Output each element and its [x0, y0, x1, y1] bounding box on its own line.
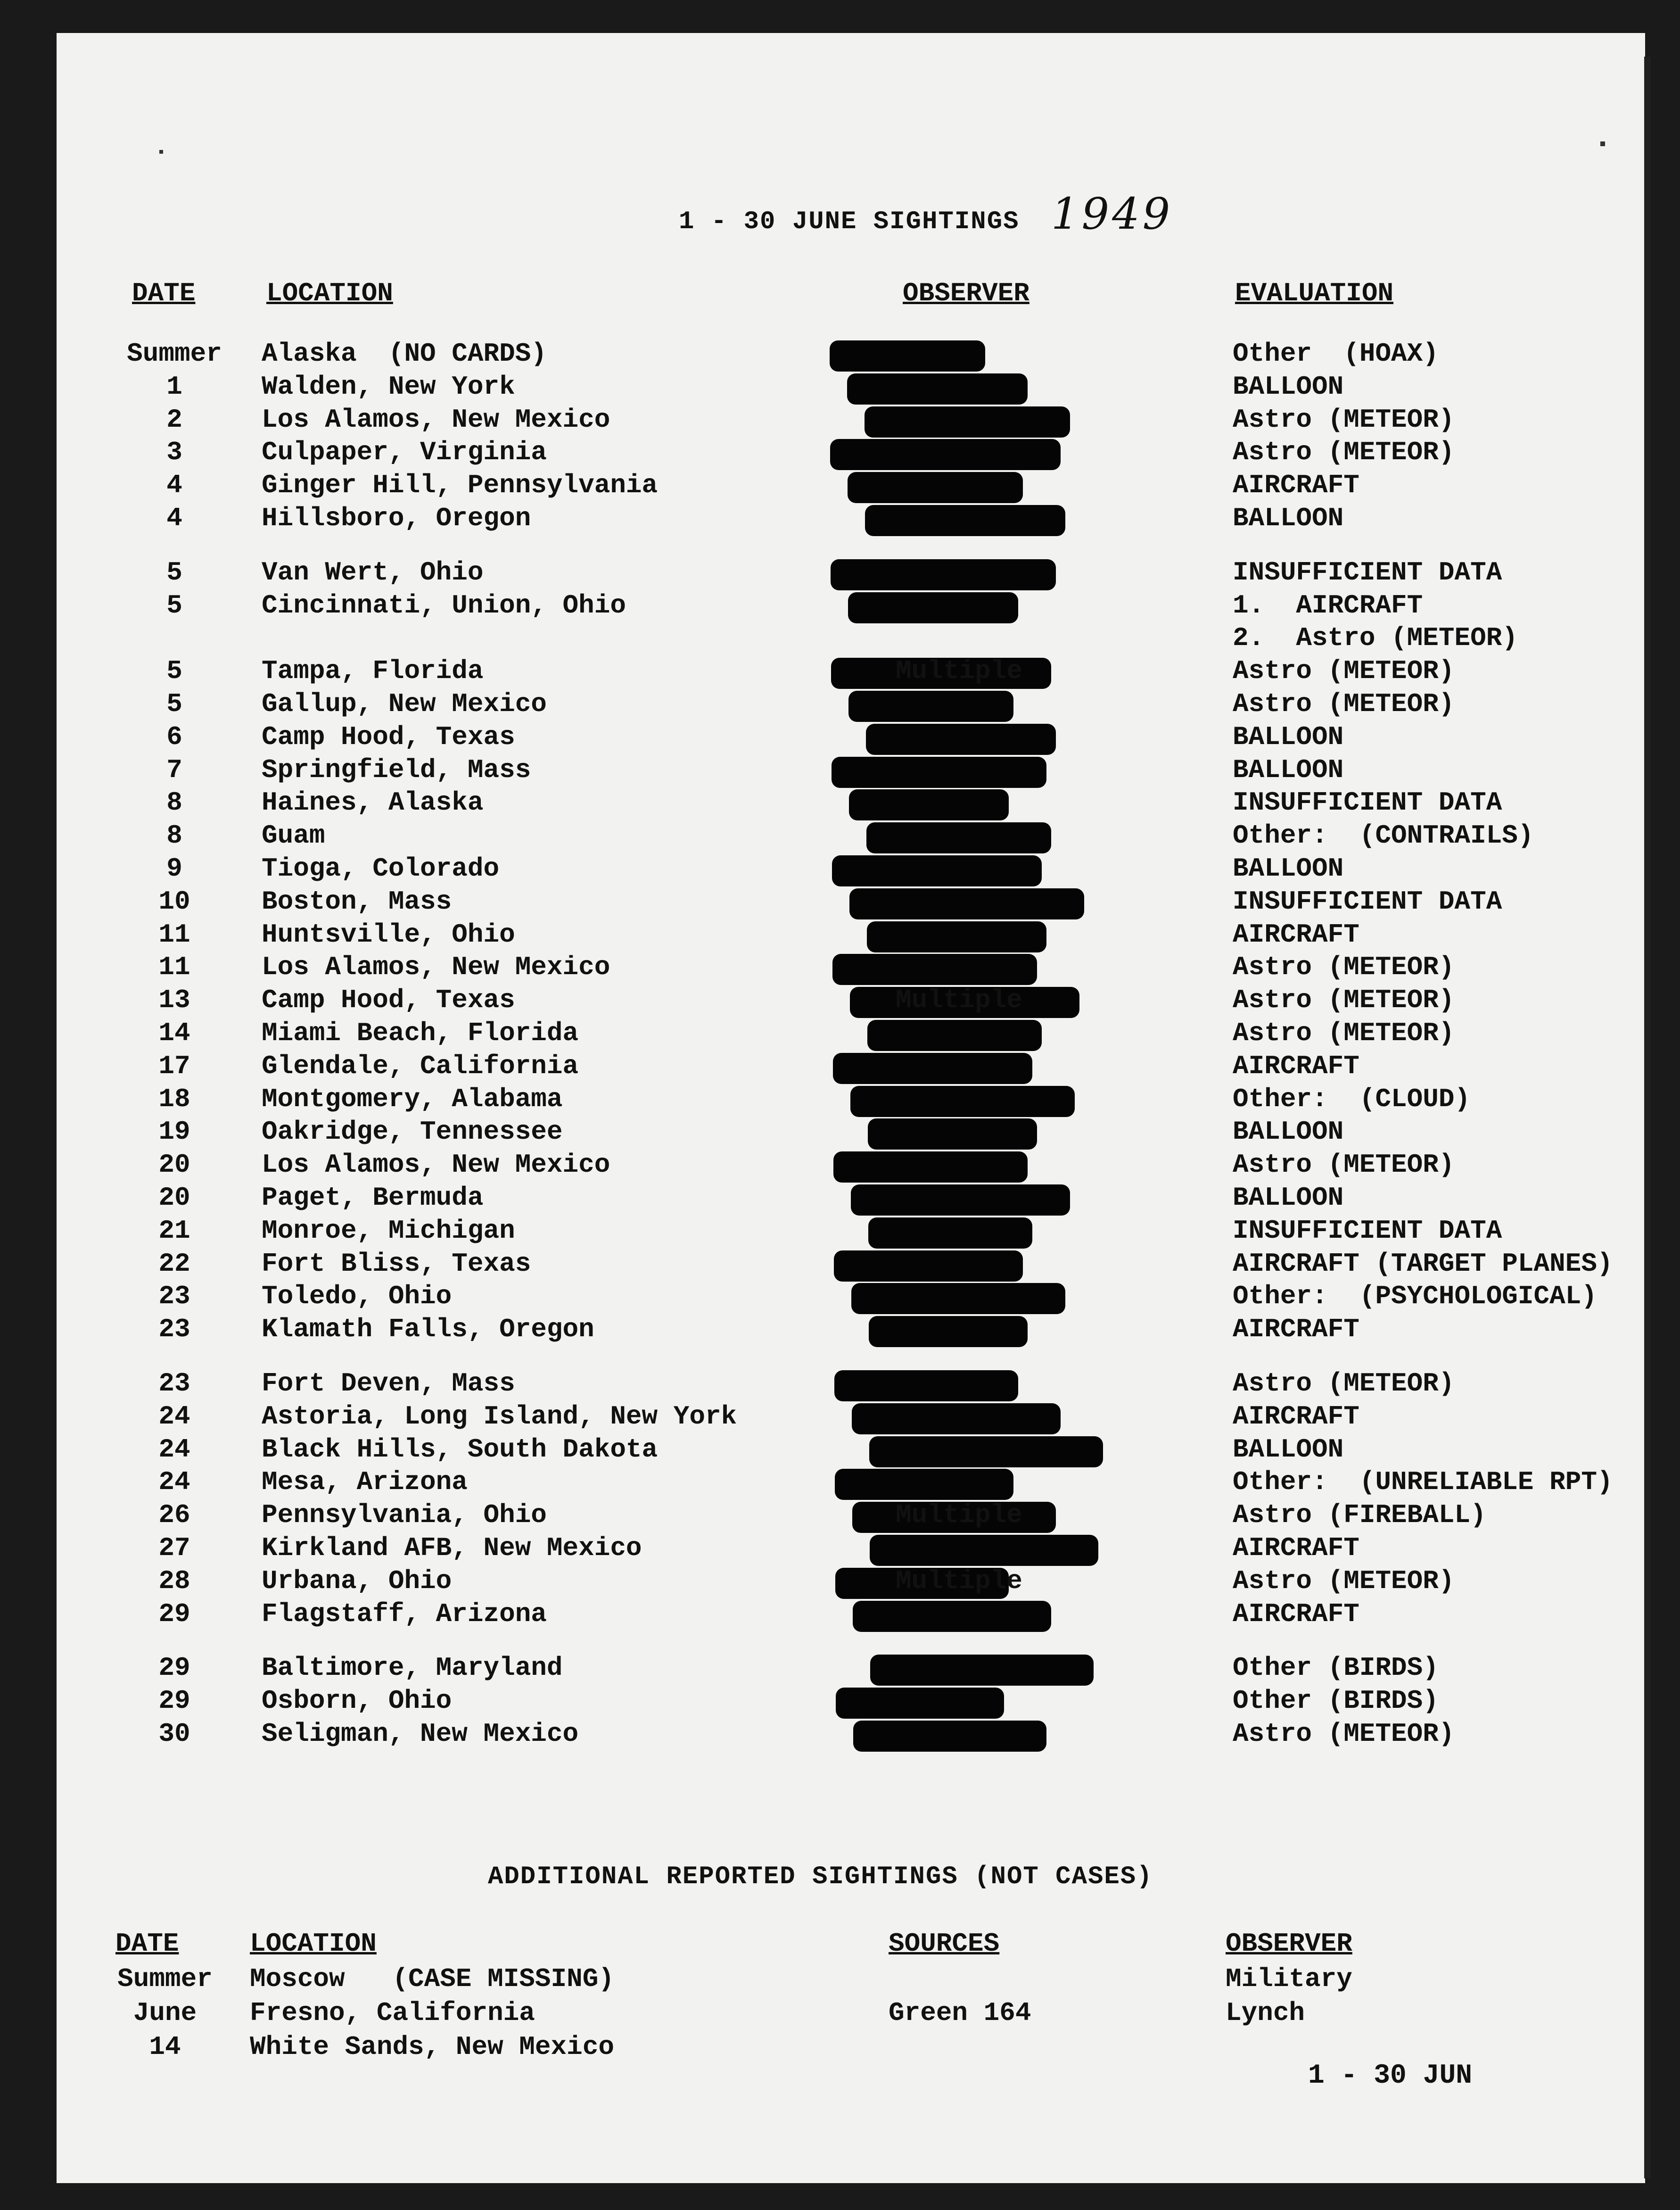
additional-header-observer: OBSERVER [1226, 1929, 1352, 1959]
date-cell: 1 [166, 371, 182, 402]
redaction-mark [849, 888, 1084, 919]
evaluation-cell: INSUFFICIENT DATA [1233, 787, 1502, 818]
evaluation-cell: Astro (METEOR) [1233, 985, 1455, 1016]
document-title: 1 - 30 JUNE SIGHTINGS [679, 207, 1020, 236]
date-cell: 8 [166, 820, 182, 851]
redaction-mark [867, 921, 1046, 952]
additional-header-location: LOCATION [250, 1929, 377, 1959]
redaction-mark [869, 1316, 1028, 1347]
location-cell: Osborn, Ohio [262, 1686, 452, 1716]
table-row [0, 1566, 1680, 1599]
evaluation-cell: Astro (METEOR) [1233, 1719, 1455, 1749]
date-cell: 14 [158, 1018, 190, 1048]
date-cell: 17 [158, 1051, 190, 1081]
date-cell: 6 [166, 721, 182, 752]
location-cell: Hillsboro, Oregon [262, 503, 531, 533]
location-cell: Paget, Bermuda [262, 1183, 484, 1213]
table-row [0, 853, 1680, 886]
location-cell: Klamath Falls, Oregon [262, 1314, 594, 1345]
table-row [0, 1084, 1680, 1117]
evaluation-cell: BALLOON [1233, 853, 1344, 884]
date-cell: 22 [158, 1248, 190, 1279]
date-cell: 7 [166, 754, 182, 785]
evaluation-cell: Other: (CLOUD) [1233, 1084, 1471, 1114]
date-cell: 11 [158, 952, 190, 983]
additional-row [0, 1964, 1680, 1997]
date-cell: 23 [158, 1368, 190, 1399]
redaction-mark [848, 691, 1013, 722]
redaction-mark [832, 954, 1037, 985]
location-cell: Flagstaff, Arizona [262, 1598, 547, 1629]
evaluation-cell: INSUFFICIENT DATA [1233, 557, 1502, 588]
date-cell: 5 [166, 557, 182, 588]
location-cell: Gallup, New Mexico [262, 689, 547, 719]
date-cell: 5 [166, 689, 182, 719]
table-row [0, 1653, 1680, 1686]
evaluation-cell: 1. AIRCRAFT [1233, 590, 1423, 621]
table-row [0, 1467, 1680, 1500]
location-cell: Los Alamos, New Mexico [262, 952, 610, 983]
evaluation-cell: BALLOON [1233, 721, 1344, 752]
evaluation-cell: AIRCRAFT [1233, 1051, 1359, 1081]
sources-cell: Green 164 [889, 1998, 1031, 2028]
evaluation-cell: AIRCRAFT [1233, 1401, 1359, 1432]
evaluation-cell: INSUFFICIENT DATA [1233, 886, 1502, 917]
evaluation-cell: BALLOON [1233, 1434, 1344, 1465]
evaluation-cell: AIRCRAFT [1233, 1598, 1359, 1629]
observer-cell: Multiple [896, 1565, 1022, 1596]
table-row [0, 1051, 1680, 1084]
table-row [0, 1434, 1680, 1467]
date-cell: 23 [158, 1281, 190, 1312]
location-cell: Astoria, Long Island, New York [262, 1401, 737, 1432]
table-row [0, 787, 1680, 820]
location-cell: Camp Hood, Texas [262, 721, 515, 752]
location-cell: Haines, Alaska [262, 787, 484, 818]
redaction-mark [865, 505, 1065, 536]
location-cell: Fort Bliss, Texas [262, 1248, 531, 1279]
redaction-mark [869, 1436, 1103, 1467]
table-row [0, 623, 1680, 656]
table-row [0, 590, 1680, 623]
evaluation-cell: BALLOON [1233, 371, 1344, 402]
date-cell: Summer [127, 339, 222, 369]
evaluation-cell: Astro (METEOR) [1233, 1018, 1455, 1048]
evaluation-cell: Astro (METEOR) [1233, 689, 1455, 719]
redaction-mark [831, 559, 1056, 590]
location-cell: Culpaper, Virginia [262, 437, 547, 468]
table-row [0, 470, 1680, 503]
evaluation-cell: BALLOON [1233, 754, 1344, 785]
redaction-mark [866, 822, 1051, 853]
additional-header-date: DATE [115, 1929, 179, 1959]
redaction-mark [866, 724, 1056, 755]
table-row [0, 503, 1680, 536]
location-cell: Oakridge, Tennessee [262, 1117, 563, 1147]
additional-row [0, 1998, 1680, 2031]
evaluation-cell: 2. Astro (METEOR) [1233, 623, 1518, 654]
table-row [0, 1599, 1680, 1632]
date-cell: 13 [158, 985, 190, 1016]
redaction-mark [853, 1601, 1051, 1632]
redaction-mark [836, 1688, 1004, 1719]
date-cell: 2 [166, 404, 182, 435]
table-row [0, 372, 1680, 405]
observer-cell: Multiple [896, 985, 1022, 1016]
table-row [0, 1500, 1680, 1533]
additional-row [0, 2032, 1680, 2065]
location-cell: White Sands, New Mexico [250, 2032, 614, 2062]
table-row [0, 656, 1680, 689]
evaluation-cell: Astro (FIREBALL) [1233, 1500, 1486, 1531]
redaction-mark [830, 439, 1061, 470]
location-cell: Montgomery, Alabama [262, 1084, 563, 1114]
date-cell: 28 [158, 1565, 190, 1596]
date-cell: 29 [158, 1686, 190, 1716]
date-cell: 21 [158, 1215, 190, 1246]
table-row [0, 722, 1680, 755]
location-cell: Urbana, Ohio [262, 1565, 452, 1596]
redaction-mark [834, 1370, 1018, 1401]
observer-cell: Military [1226, 1964, 1352, 1994]
evaluation-cell: BALLOON [1233, 503, 1344, 533]
table-row [0, 1719, 1680, 1752]
redaction-mark [848, 472, 1023, 503]
location-cell: Springfield, Mass [262, 754, 531, 785]
evaluation-cell: INSUFFICIENT DATA [1233, 1215, 1502, 1246]
table-row [0, 1183, 1680, 1216]
date-cell: 5 [166, 656, 182, 687]
location-cell: Moscow (CASE MISSING) [250, 1964, 614, 1994]
date-cell: 10 [158, 886, 190, 917]
table-row [0, 1117, 1680, 1150]
redaction-mark [851, 1283, 1065, 1314]
redaction-mark [832, 757, 1046, 788]
evaluation-cell: AIRCRAFT [1233, 1533, 1359, 1563]
redaction-mark [835, 1469, 1013, 1500]
header-location: LOCATION [266, 278, 393, 308]
date-cell: 8 [166, 787, 182, 818]
redaction-mark [865, 406, 1070, 438]
table-row [0, 1686, 1680, 1719]
location-cell: Kirkland AFB, New Mexico [262, 1533, 642, 1563]
redaction-mark [847, 373, 1028, 405]
redaction-mark [870, 1535, 1098, 1566]
location-cell: Boston, Mass [262, 886, 452, 917]
date-cell: 20 [158, 1183, 190, 1213]
location-cell: Fort Deven, Mass [262, 1368, 515, 1399]
date-cell: 24 [158, 1467, 190, 1498]
table-row [0, 1533, 1680, 1566]
observer-cell: Lynch [1226, 1998, 1305, 2028]
header-evaluation: EVALUATION [1235, 278, 1394, 308]
location-cell: Baltimore, Maryland [262, 1653, 563, 1683]
redaction-mark [834, 1250, 1023, 1282]
location-cell: Black Hills, South Dakota [262, 1434, 658, 1465]
table-row [0, 689, 1680, 722]
redaction-mark [870, 1655, 1094, 1686]
evaluation-cell: Other: (CONTRAILS) [1233, 820, 1534, 851]
redaction-mark [832, 855, 1042, 886]
location-cell: Guam [262, 820, 325, 851]
location-cell: Cincinnati, Union, Ohio [262, 590, 626, 621]
redaction-mark [852, 1403, 1061, 1434]
table-row [0, 1216, 1680, 1249]
location-cell: Alaska (NO CARDS) [262, 339, 547, 369]
footer-date-range: 1 - 30 JUN [1308, 2061, 1473, 2091]
location-cell: Tioga, Colorado [262, 853, 500, 884]
table-row [0, 1401, 1680, 1434]
header-date: DATE [132, 278, 196, 308]
date-cell: 29 [158, 1598, 190, 1629]
location-cell: Van Wert, Ohio [262, 557, 484, 588]
date-cell: 19 [158, 1117, 190, 1147]
scan-speck [1600, 141, 1605, 146]
evaluation-cell: AIRCRAFT (TARGET PLANES) [1233, 1248, 1613, 1279]
redaction-mark [868, 1118, 1037, 1150]
date-cell: 23 [158, 1314, 190, 1345]
table-row [0, 339, 1680, 372]
evaluation-cell: Other: (UNRELIABLE RPT) [1233, 1467, 1613, 1498]
location-cell: Toledo, Ohio [262, 1281, 452, 1312]
redaction-mark [868, 1217, 1032, 1249]
additional-section-title: ADDITIONAL REPORTED SIGHTINGS (NOT CASES) [488, 1862, 1153, 1891]
date-cell: 14 [149, 2032, 181, 2062]
date-cell: 3 [166, 437, 182, 468]
redaction-mark [849, 789, 1009, 820]
redaction-mark [851, 1184, 1070, 1216]
redaction-mark [833, 1053, 1032, 1084]
additional-header-sources: SOURCES [889, 1929, 1000, 1959]
location-cell: Miami Beach, Florida [262, 1018, 579, 1048]
redaction-mark [833, 1151, 1028, 1183]
table-row [0, 1314, 1680, 1347]
table-row [0, 1150, 1680, 1183]
location-cell: Ginger Hill, Pennsylvania [262, 470, 658, 501]
date-cell: Summer [117, 1964, 213, 1994]
location-cell: Los Alamos, New Mexico [262, 404, 610, 435]
scan-speck [159, 150, 163, 154]
redaction-mark [853, 1721, 1046, 1752]
date-cell: 4 [166, 503, 182, 533]
table-row [0, 820, 1680, 853]
location-cell: Mesa, Arizona [262, 1467, 468, 1498]
table-row [0, 952, 1680, 985]
date-cell: 29 [158, 1653, 190, 1683]
date-cell: 20 [158, 1150, 190, 1180]
date-cell: June [133, 1998, 197, 2028]
evaluation-cell: Astro (METEOR) [1233, 952, 1455, 983]
location-cell: Seligman, New Mexico [262, 1719, 579, 1749]
table-row [0, 919, 1680, 952]
table-row [0, 437, 1680, 470]
evaluation-cell: BALLOON [1233, 1117, 1344, 1147]
evaluation-cell: Astro (METEOR) [1233, 437, 1455, 468]
evaluation-cell: Astro (METEOR) [1233, 1150, 1455, 1180]
date-cell: 18 [158, 1084, 190, 1114]
table-row [0, 1281, 1680, 1314]
date-cell: 24 [158, 1434, 190, 1465]
location-cell: Walden, New York [262, 371, 515, 402]
evaluation-cell: AIRCRAFT [1233, 470, 1359, 501]
redaction-mark [867, 1020, 1042, 1051]
table-row [0, 1249, 1680, 1282]
location-cell: Camp Hood, Texas [262, 985, 515, 1016]
evaluation-cell: BALLOON [1233, 1183, 1344, 1213]
table-row [0, 755, 1680, 788]
location-cell: Fresno, California [250, 1998, 535, 2028]
location-cell: Glendale, California [262, 1051, 579, 1081]
redaction-mark [850, 1086, 1075, 1117]
evaluation-cell: Astro (METEOR) [1233, 1565, 1455, 1596]
date-cell: 30 [158, 1719, 190, 1749]
evaluation-cell: Astro (METEOR) [1233, 1368, 1455, 1399]
table-row [0, 886, 1680, 919]
handwritten-year: 1949 [1051, 189, 1173, 239]
location-cell: Los Alamos, New Mexico [262, 1150, 610, 1180]
header-observer: OBSERVER [903, 278, 1029, 308]
observer-cell: Multiple [896, 656, 1022, 687]
location-cell: Huntsville, Ohio [262, 919, 515, 950]
evaluation-cell: Other (BIRDS) [1233, 1686, 1439, 1716]
observer-cell: Multiple [896, 1500, 1022, 1531]
date-cell: 27 [158, 1533, 190, 1563]
date-cell: 4 [166, 470, 182, 501]
evaluation-cell: Other (HOAX) [1233, 339, 1439, 369]
evaluation-cell: Other: (PSYCHOLOGICAL) [1233, 1281, 1597, 1312]
evaluation-cell: AIRCRAFT [1233, 919, 1359, 950]
location-cell: Monroe, Michigan [262, 1215, 515, 1246]
location-cell: Pennsylvania, Ohio [262, 1500, 547, 1531]
date-cell: 5 [166, 590, 182, 621]
evaluation-cell: AIRCRAFT [1233, 1314, 1359, 1345]
table-row [0, 1368, 1680, 1401]
date-cell: 26 [158, 1500, 190, 1531]
evaluation-cell: Astro (METEOR) [1233, 404, 1455, 435]
evaluation-cell: Astro (METEOR) [1233, 656, 1455, 687]
table-row [0, 557, 1680, 590]
redaction-mark [848, 592, 1018, 623]
date-cell: 11 [158, 919, 190, 950]
evaluation-cell: Other (BIRDS) [1233, 1653, 1439, 1683]
table-row [0, 1018, 1680, 1051]
location-cell: Tampa, Florida [262, 656, 484, 687]
table-row [0, 985, 1680, 1018]
table-row [0, 405, 1680, 438]
date-cell: 24 [158, 1401, 190, 1432]
redaction-mark [830, 340, 985, 372]
date-cell: 9 [166, 853, 182, 884]
